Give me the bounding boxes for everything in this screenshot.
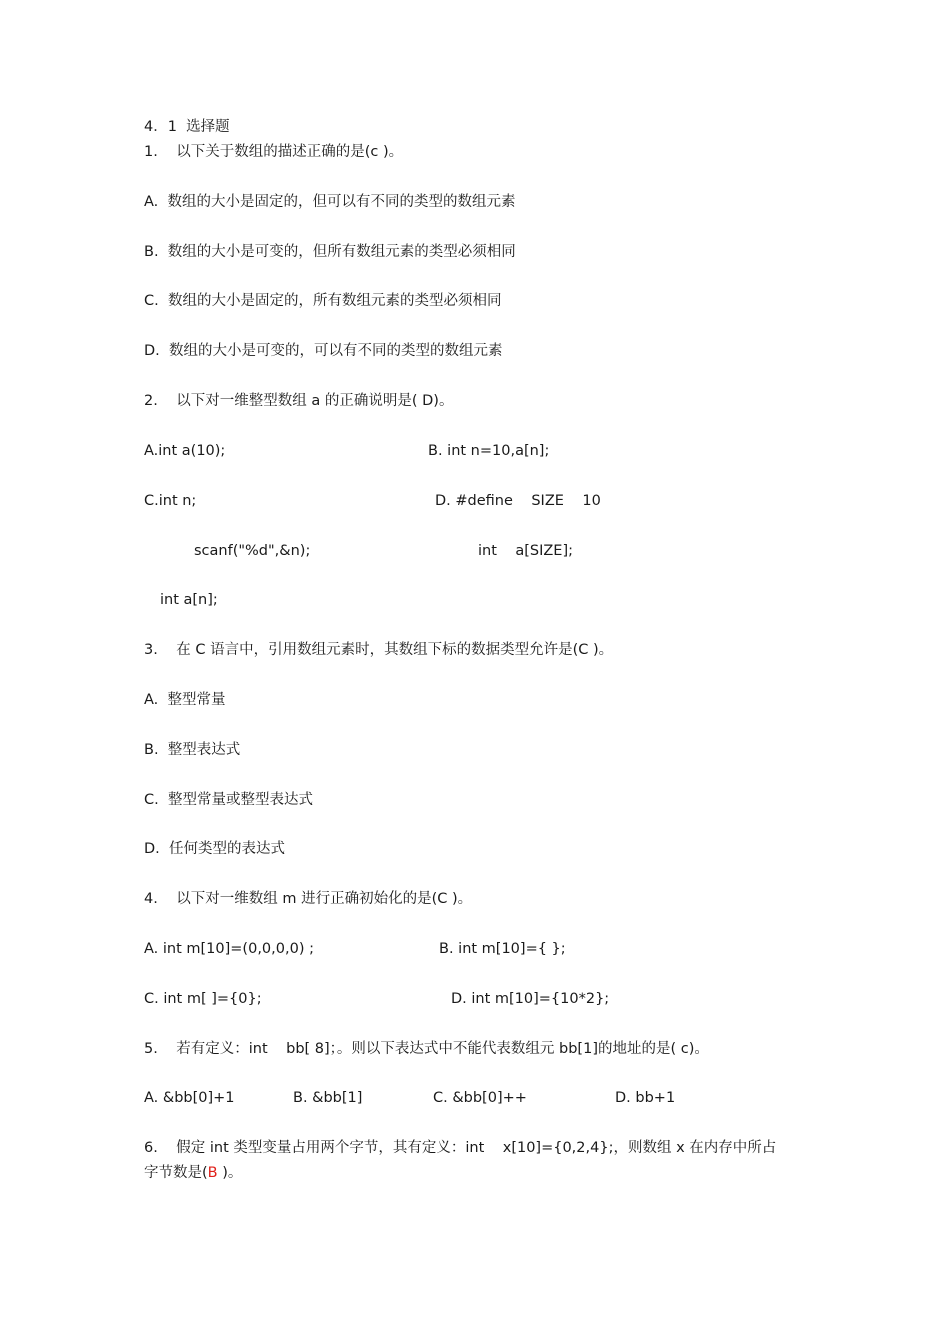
question-2-option-a: A.int a(10);: [144, 443, 226, 459]
question-4-option-c: C. int m[ ]={0};: [144, 991, 262, 1007]
question-6-stem-suffix: )。: [217, 1165, 243, 1181]
question-2-option-c-line3: int a[n];: [160, 592, 218, 608]
question-2-option-b: B. int n=10,a[n];: [428, 443, 550, 459]
question-4-option-a: A. int m[10]=(0,0,0,0) ;: [144, 941, 314, 957]
question-1-option-a: A. 数组的大小是固定的，但可以有不同的类型的数组元素: [144, 194, 516, 210]
question-5-stem: 5. 若有定义：int bb[ 8]；。则以下表达式中不能代表数组元 bb[1]的地址的是( c)。: [144, 1041, 709, 1057]
question-2-stem: 2. 以下对一维整型数组 a 的正确说明是( D)。: [144, 393, 454, 409]
question-5-option-d: D. bb+1: [615, 1090, 676, 1106]
question-5-option-c: C. &bb[0]++: [433, 1090, 527, 1106]
question-5-option-a: A. &bb[0]+1: [144, 1090, 235, 1106]
question-2-option-d-line2: int a[SIZE];: [478, 543, 574, 559]
question-4-stem: 4. 以下对一维数组 m 进行正确初始化的是(C )。: [144, 891, 473, 907]
question-6-answer-highlight: B: [207, 1165, 218, 1181]
question-1-option-b: B. 数组的大小是可变的，但所有数组元素的类型必须相同: [144, 244, 516, 260]
question-1-option-d: D. 数组的大小是可变的，可以有不同的类型的数组元素: [144, 343, 503, 359]
question-2-option-c-line2: scanf("%d",&n);: [194, 543, 311, 559]
question-2-option-d-line1: D. #define SIZE 10: [435, 493, 601, 509]
question-1-stem: 1. 以下关于数组的描述正确的是(c )。: [144, 144, 404, 160]
section-heading: 4．1 选择题: [144, 119, 230, 135]
question-1-option-c: C. 数组的大小是固定的，所有数组元素的类型必须相同: [144, 293, 502, 309]
question-3-option-b: B. 整型表达式: [144, 742, 241, 758]
question-6-stem-line1: 6. 假定 int 类型变量占用两个字节，其有定义：int x[10]={0,2,4};，则数组 x 在内存中所占: [144, 1140, 777, 1156]
question-3-option-d: D. 任何类型的表达式: [144, 841, 285, 857]
question-3-option-c: C. 整型常量或整型表达式: [144, 792, 313, 808]
question-2-option-c-line1: C.int n;: [144, 493, 197, 509]
question-5-option-b: B. &bb[1]: [293, 1090, 363, 1106]
question-3-stem: 3. 在 C 语言中，引用数组元素时，其数组下标的数据类型允许是(C )。: [144, 642, 614, 658]
question-6-stem-prefix: 字节数是(: [144, 1165, 208, 1181]
question-6-stem-line2: [144, 1163, 242, 1183]
question-3-option-a: A. 整型常量: [144, 692, 226, 708]
question-4-option-d: D. int m[10]={10*2};: [451, 991, 610, 1007]
question-4-option-b: B. int m[10]={ };: [439, 941, 566, 957]
